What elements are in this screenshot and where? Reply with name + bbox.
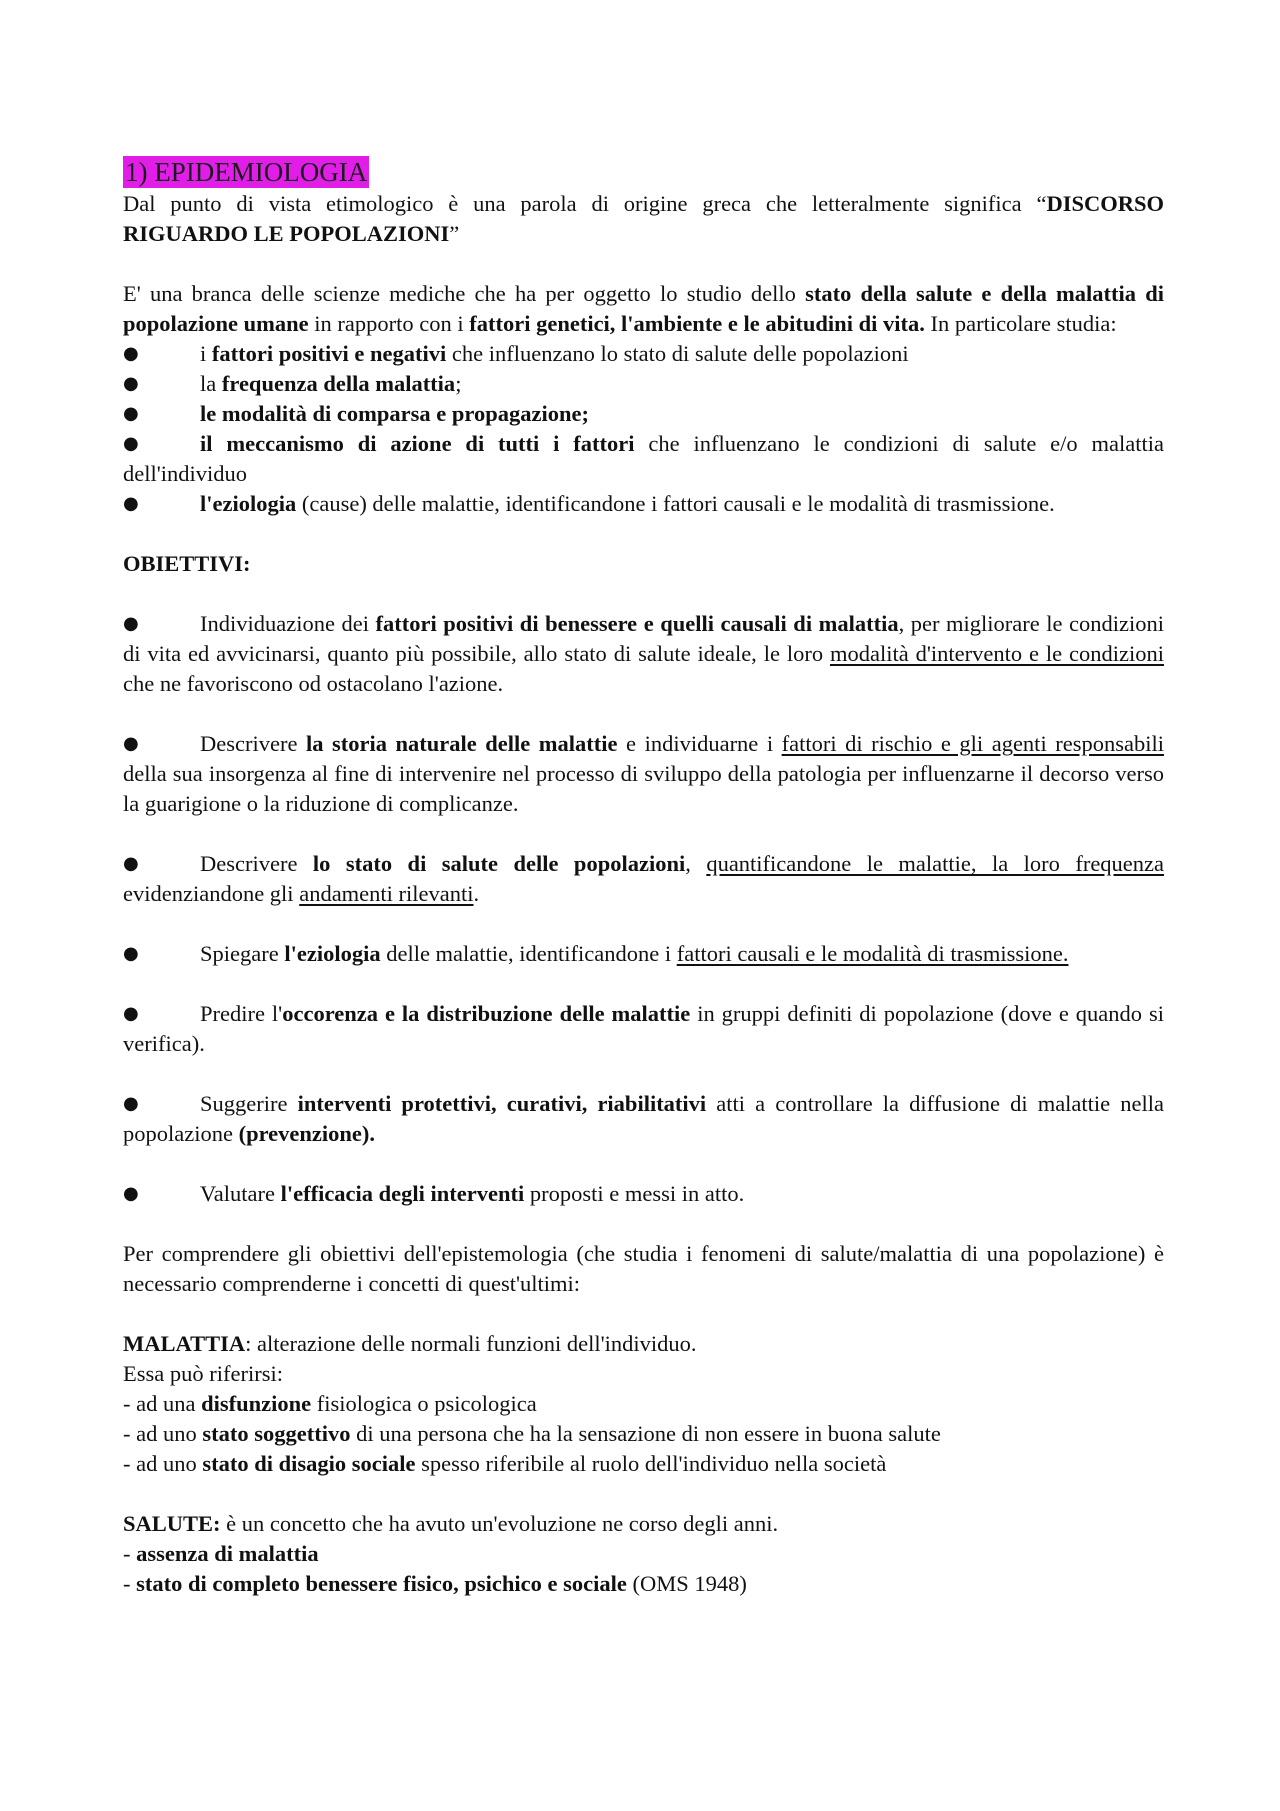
objective-item: ● Suggerire interventi protettivi, curativi, riabilitativi atti a controllare la diffusione di malattie nella popolazione (prevenzione). [123,1091,1164,1146]
list-item: ● il meccanismo di azione di tutti i fattori che influenzano le condizioni di salute e/o malattia dell'individuo [123,431,1164,486]
bullet-icon: ● [123,1093,139,1114]
list-item: - ad uno stato di disagio sociale spesso riferibile al ruolo dell'individuo nella società [123,1451,887,1476]
list-item: - ad uno stato soggettivo di una persona che ha la sensazione di non essere in buona salute [123,1421,941,1446]
malattia-label: MALATTIA [123,1331,246,1356]
bullet-icon: ● [123,613,139,634]
bullet-icon: ● [123,853,139,874]
objective-item: ● Spiegare l'eziologia delle malattie, identificandone i fattori causali e le modalità di trasmissione. [123,939,1164,969]
bullet-icon: ● [123,1183,139,1204]
bullet-icon: ● [123,373,139,394]
document-page [123,156,1164,1599]
objective-item: ● Descrivere la storia naturale delle malattie e individuarne i fattori di rischio e gli agenti responsabili della sua insorgenza al fine di intervenire nel processo di sviluppo della patologia per influenzarne il decorso verso la guarigione o la riduzione di complicanze. [123,731,1164,816]
objective-item: ● Individuazione dei fattori positivi di benessere e quelli causali di malattia, per migliorare le condizioni di vita ed avvicinarsi, quanto più possibile, allo stato di salute ideale, le loro modalità d'intervento e le condizioni che ne favoriscono od ostacolano l'azione. [123,611,1165,696]
section-title: 1) EPIDEMIOLOGIA [125,157,368,187]
epistemology-paragraph: Per comprendere gli obiettivi dell'epistemologia (che studia i fenomeni di salute/malattia di una popolazione) è necessario comprenderne i concetti di quest'ultimi: [123,1241,1164,1296]
malattia-section: MALATTIA: alterazione delle normali funzioni dell'individuo. Essa può riferirsi: - ad una disfunzione fisiologica o psicologica - ad uno stato soggettivo di una persona che ha la sensazione di non essere in buona salute - ad uno stato di disagio sociale spesso riferibile al ruolo dell'individuo nella società [123,1329,1164,1479]
bullet-icon: ● [123,433,139,454]
list-item: ● la frequenza della malattia; [123,369,1164,399]
study-list [123,339,1164,519]
list-item: ● l'eziologia (cause) delle malattie, identificandone i fattori causali e le modalità di trasmissione. [123,489,1164,519]
objectives-heading: OBIETTIVI: [123,551,251,576]
list-item: - ad una disfunzione fisiologica o psicologica [123,1391,537,1416]
salute-section: SALUTE: è un concetto che ha avuto un'evoluzione ne corso degli anni. - assenza di malattia - stato di completo benessere fisico, psichico e sociale (OMS 1948) [123,1509,1164,1599]
list-item: ● le modalità di comparsa e propagazione; [123,399,1164,429]
salute-label: SALUTE: [123,1511,221,1536]
bullet-icon: ● [123,343,139,364]
bullet-icon: ● [123,943,139,964]
list-item: ● i fattori positivi e negativi che influenzano lo stato di salute delle popolazioni [123,339,1164,369]
definition-paragraph: E' una branca delle scienze mediche che ha per oggetto lo studio dello stato della salute e della malattia di popolazione umane in rapporto con i fattori genetici, l'ambiente e le abitudini di vita. In particolare studia: [123,281,1164,336]
list-item: - assenza di malattia [123,1541,319,1566]
list-item: - stato di completo benessere fisico, psichico e sociale (OMS 1948) [123,1571,747,1596]
bullet-icon: ● [123,403,139,424]
etymology-paragraph: Dal punto di vista etimologico è una parola di origine greca che letteralmente significa “DISCORSO RIGUARDO LE POPOLAZIONI” [123,191,1164,246]
bullet-icon: ● [123,1003,139,1024]
bullet-icon: ● [123,493,139,514]
objective-item: ● Valutare l'efficacia degli interventi proposti e messi in atto. [123,1179,1164,1209]
bullet-icon: ● [123,733,139,754]
objective-item: ● Descrivere lo stato di salute delle popolazioni, quantificandone le malattie, la loro frequenza evidenziandone gli andamenti rilevanti. [123,851,1165,906]
objective-item: ● Predire l'occorenza e la distribuzione delle malattie in gruppi definiti di popolazione (dove e quando si verifica). [123,1001,1165,1056]
